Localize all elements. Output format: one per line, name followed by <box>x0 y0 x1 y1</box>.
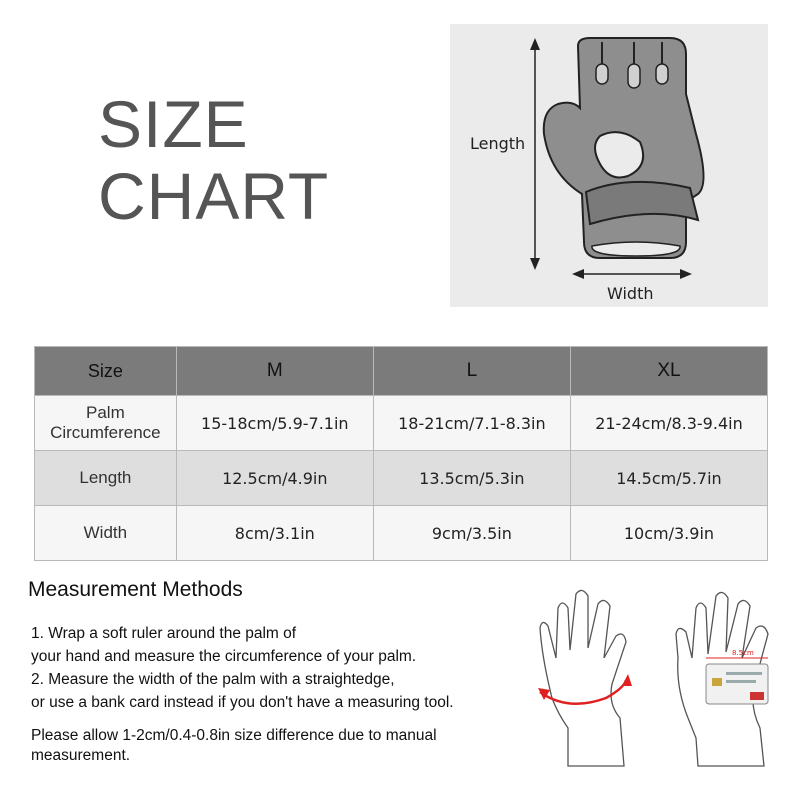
table-cell: 21-24cm/8.3-9.4in <box>570 396 767 451</box>
header-size: Size <box>35 347 177 396</box>
row-label-length: Length <box>35 451 177 506</box>
size-chart-title <box>98 88 329 232</box>
title-line-2: CHART <box>98 159 330 233</box>
length-label: Length <box>470 134 526 153</box>
header-xl: XL <box>570 347 767 396</box>
instruction-line: your hand and measure the circumference of your palm. <box>31 648 417 665</box>
table-cell: 13.5cm/5.3in <box>373 451 570 506</box>
hand-measurement-illustration <box>528 588 778 768</box>
row-label-line: Circumference <box>50 423 161 442</box>
title-line-1: SIZE <box>98 87 249 161</box>
instruction-line: or use a bank card instead if you don't have a measuring tool. <box>31 694 454 711</box>
glove-outline-illustration <box>450 24 768 307</box>
row-label-line: Palm <box>86 403 125 422</box>
table-header-row <box>35 347 768 396</box>
table-cell: 15-18cm/5.9-7.1in <box>176 396 373 451</box>
table-cell: 12.5cm/4.9in <box>176 451 373 506</box>
table-cell: 18-21cm/7.1-8.3in <box>373 396 570 451</box>
table-cell: 8cm/3.1in <box>176 506 373 561</box>
instruction-line: 1. Wrap a soft ruler around the palm of <box>31 625 297 642</box>
table-row <box>35 451 768 506</box>
measurement-methods-title: Measurement Methods <box>28 578 243 601</box>
glove-diagram <box>450 24 768 307</box>
header-l: L <box>373 347 570 396</box>
size-difference-note: Please allow 1-2cm/0.4-0.8in size difference due to manual measurement. <box>31 727 437 764</box>
row-label-palm <box>35 396 177 451</box>
table-cell: 10cm/3.9in <box>570 506 767 561</box>
table-cell: 9cm/3.5in <box>373 506 570 561</box>
table-cell: 14.5cm/5.7in <box>570 451 767 506</box>
card-width-label: 8.5cm <box>732 649 754 657</box>
row-label-width: Width <box>35 506 177 561</box>
size-table <box>34 346 768 561</box>
header-m: M <box>176 347 373 396</box>
instruction-line: 2. Measure the width of the palm with a straightedge, <box>31 671 395 688</box>
table-row <box>35 396 768 451</box>
measurement-instructions <box>31 622 454 714</box>
hands-drawing <box>528 588 778 768</box>
table-row <box>35 506 768 561</box>
width-label: Width <box>607 284 654 303</box>
